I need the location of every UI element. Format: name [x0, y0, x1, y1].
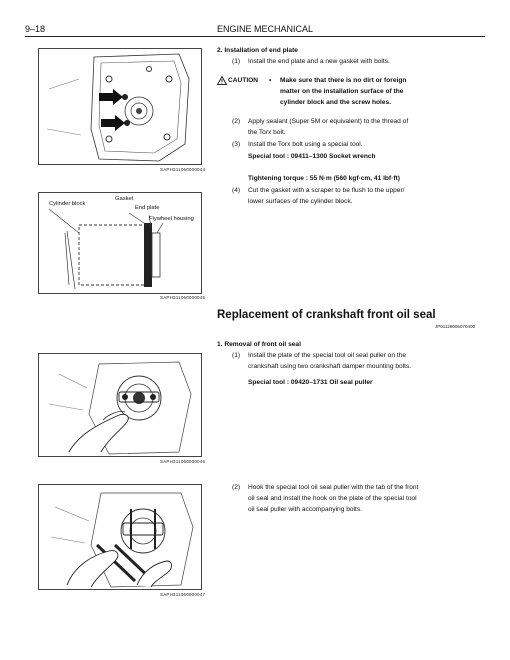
step-number: (2)	[232, 118, 241, 125]
step-number: (4)	[232, 187, 241, 194]
caution-line: cylinder block and the screw holes.	[280, 99, 392, 106]
step-text: Apply sealant (Super 5M or equivalent) to the thread of	[248, 118, 409, 125]
figure-code: SAPH311060000045	[160, 295, 206, 300]
section-heading-installation: 2. Installation of end plate	[217, 47, 298, 54]
section-title: Replacement of crankshaft front oil seal	[217, 309, 436, 321]
figure-gasket-cut	[38, 192, 202, 294]
figure-oil-seal-puller-plate	[38, 353, 202, 457]
figure-code: SAPH311060000047	[160, 592, 206, 597]
step-text: Cut the gasket with a scraper to be flush to the upper/	[248, 187, 405, 194]
reference-code: JP01128006070400	[435, 324, 475, 329]
step-text: oil seal and install the hook on the plate of the special tool	[248, 495, 417, 502]
step-text: Install the Torx bolt using a special tool.	[248, 141, 363, 148]
step-number: (2)	[232, 484, 241, 491]
figure-oil-seal-puller-hook	[38, 484, 202, 590]
caution-line: Make sure that there is no dirt or foreign	[280, 77, 407, 84]
header-rule	[25, 36, 485, 37]
tightening-torque: Tightening torque : 55 N·m (560 kgf·cm, 41 lbf·ft)	[248, 175, 400, 182]
step-text: oil seal puller with accompanying bolts.	[248, 506, 362, 513]
step-number: (1)	[232, 352, 241, 359]
label-cylinder-block: Cylinder block	[49, 201, 86, 207]
warning-triangle-icon	[217, 76, 227, 85]
step-text: Hook the special tool oil seal puller with the tab of the front	[248, 484, 419, 491]
step-number: (3)	[232, 141, 241, 148]
step-text: the Torx bolt.	[248, 129, 286, 136]
figure-end-plate-bolts	[38, 48, 202, 165]
special-tool: Special tool : 09411–1300 Socket wrench	[248, 153, 376, 160]
caution-bullet: •	[269, 77, 272, 84]
step-text: Install the plate of the special tool oil seal puller on the	[248, 352, 406, 359]
step-number: (1)	[232, 58, 241, 65]
section-heading-removal: 1. Removal of front oil seal	[217, 341, 301, 348]
label-gasket: Gasket	[115, 196, 134, 202]
step-text: crankshaft using two crankshaft damper mounting bolts.	[248, 363, 412, 370]
step-text: lower surfaces of the cylinder block.	[248, 198, 353, 205]
figure-code: SAPH311060000046	[160, 459, 206, 464]
caution-line: matter on the installation surface of the	[280, 88, 404, 95]
figure-code: SAPH311060000044	[160, 167, 206, 172]
special-tool: Special tool : 09420–1731 Oil seal puller	[248, 379, 373, 386]
chapter-title: ENGINE MECHANICAL	[217, 24, 314, 34]
label-end-plate: End plate	[135, 205, 160, 211]
step-text: Install the end plate and a new gasket with bolts.	[248, 58, 390, 65]
page-number: 9–18	[25, 24, 46, 34]
caution-label: CAUTION	[228, 77, 259, 84]
label-flywheel-housing: Flywheel housing	[149, 216, 194, 222]
